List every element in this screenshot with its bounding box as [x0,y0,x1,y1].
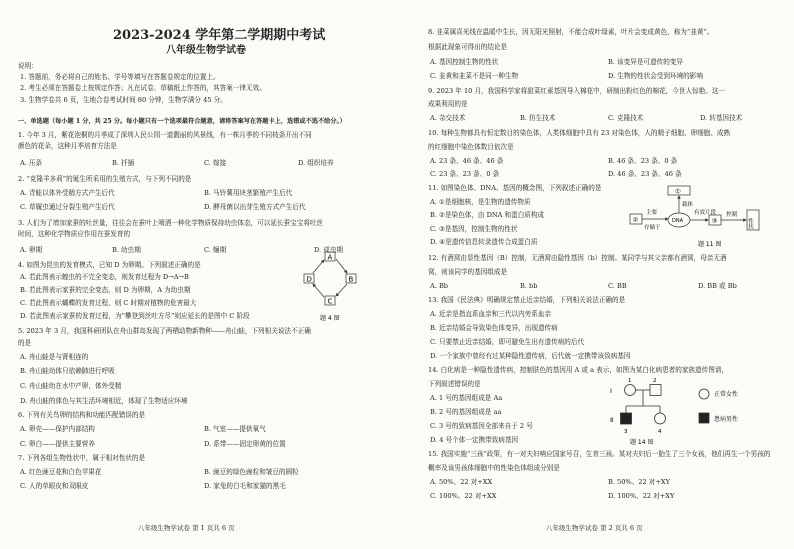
pedigree-female-normal [625,385,636,396]
question-7: 7. 下列各组生物性状中，属于相对性状的是 [18,454,146,462]
generation-label: Ⅱ [610,416,614,424]
option: C. 23 条、23 条、0 条 [430,170,500,178]
question-2: 2. “克隆羊多莉”的诞生所采用的生殖方式，与下列不同的是 [18,175,192,183]
page-footer: 八年级生物学试卷 第 1 页共 6 页 [138,524,235,532]
option: C. 若此图表示蝴蝶的发育过程，则 C 时期对植物的危害最大 [20,299,197,307]
option: A. Bb [430,282,449,290]
option: B. 幼虫期 [112,246,141,254]
option: D. 一个家族中曾经有过某种隐性遗传病，后代就一定携带该致病基因 [430,352,631,360]
question-5: 5. 2023 年 3 月，我国科研团队在舟山群岛发现了两栖动物新物种——舟山蛙，下列相关说法不正确 [18,327,311,335]
option: D. 100%、22 对+XY [608,492,675,500]
option: D. 成虫期 [314,246,344,254]
edge-label: 主要 [646,210,658,216]
option: D. 组织培养 [298,159,334,167]
option: B. 2 号的基因组成是 aa [430,408,502,416]
option: C. 嫁接 [204,159,227,167]
individual-number: 4 [658,429,662,435]
option: D. 酵母菌以出芽生殖方式产生后代 [204,203,306,211]
section-heading: 一、单选题（每小题 1 分，共 25 分。每小题只有一个选项最符合题意，请将答案写在答题卡上，选错或不选不给分。） [18,118,346,125]
figure-caption: 题 11 图 [698,241,722,248]
option: B. 舟山蛙幼体只依赖肺进行呼吸 [20,367,115,375]
node-label: ③ [711,217,718,225]
option: B. 仿生技术 [520,114,556,122]
option: D. 若此图表示家蚕的发育过程，为“攀登到丝吐方尽”则应延长的是图中 C 阶段 [20,312,250,320]
exam-title: 2023-2024 学年第二学期期中考试 [113,28,326,43]
edge-label: 载体 [682,202,694,208]
generation-label: Ⅰ [610,387,612,395]
question-15: 概率及该男孩体细胞中的性染色体组成分别是 [428,464,560,472]
option: D. 4 号个体一定携带致病基因 [430,436,519,444]
stage-label-b: B [348,275,354,284]
option: C. 人的单眼皮和双眼皮 [20,482,89,490]
option: B. 该变异是可遗传的变异 [608,58,683,66]
instructions-heading: 说明： [18,62,38,70]
question-14: 14. 白化病是一种隐性遗传病，控制肤色的基因用 A 或 a 表示，如图为某白化病患者的家族遗传图谱， [428,366,729,374]
option: B. 气室——提供氧气 [204,425,266,433]
edge-label: 有效片段 [694,210,717,216]
pedigree-male-normal [650,385,661,396]
option: B. 若此图表示家蚕的完全变态，则 D 为卵期，A 为幼虫期 [20,286,191,294]
option: B. 豌豆的绿色豌粒和皱豆的圆粒 [204,468,299,476]
question-10: 的红细胞中染色体数目依次是 [428,143,514,151]
question-10: 10. 每种生物都具有恒定数目的染色体，人类体细胞中具有 23 对染色体，人的精子细胞、卵细胞、成熟 [428,129,731,137]
question-12: 12. 有酒窝由显性基因（B）控制，无酒窝由隐性基因（b）控制。某同学与其父亲都有酒窝，母亲无酒 [428,254,727,262]
option: A. 卵壳——保护内部结构 [20,425,95,433]
node-label: ② [632,216,639,224]
option: C. 3 号的致病基因全部来自于 2 号 [430,422,533,430]
option: A. 青蛙以体外受精方式产生后代 [20,189,115,197]
page-footer: 八年级生物学试卷 第 2 页共 6 页 [546,524,643,532]
option: A. 舟山蛙是与肾相连的 [20,353,89,361]
option: A. 近亲是指直系血亲和三代以内旁系血亲 [430,310,552,318]
legend-normal-female-symbol [699,389,709,399]
option: A. ①是细胞核，是生物的遗传物质 [430,198,531,206]
legend-affected-male-symbol [699,413,709,423]
option: D. ④是遗传信息转录遗传合成蛋白质 [430,238,538,246]
pedigree-female-normal [655,413,666,424]
question-5: 的是 [18,339,32,347]
option: B. 马铃薯用块茎繁殖产生后代 [204,189,293,197]
arrow [313,260,324,273]
option: D. 舟山蛙的体色与其生活环境相近，体现了生物适应环境 [20,397,188,405]
figure-11-concept-map [628,184,778,252]
option: C. 蛹期 [204,246,227,254]
arrow [313,284,324,297]
question-4: 4. 如图为昆虫的发育模式，已知 D 为卵期。下列叙述正确的是 [18,261,201,269]
option: D. 生物的性状会受到环境的影响 [608,72,703,80]
figure-4-cycle [300,250,364,324]
option: C. 卵白——提供主要营养 [20,440,95,448]
question-9: 9. 2023 年 10 月，我国科学家将甜菜红素基因导入棉花中，研制出粉红色的棉花，今世人惊艳。这一 [428,87,726,95]
question-6: 6. 下列有关鸟卵的结构和功能匹配错误的是 [18,411,146,419]
instruction-line: 1. 答题前，务必将自己的姓名、学号等填写在答题卷规定的位置上。 [20,73,220,81]
individual-number: 2 [653,378,657,384]
option: A. 压条 [20,159,43,167]
individual-number: 3 [624,429,628,435]
figure-caption: 题 14 图 [630,439,654,446]
stage-label-a: A [327,253,333,262]
exam-page-left [18,0,390,549]
option: A. 若此图表示蝗虫的不完全变态，则发育过程为 D→A→B [20,273,189,281]
option: D. 46 条、23 条、46 条 [608,170,682,178]
option: C. BB [608,282,627,290]
dna-label: DNA [672,218,684,224]
stage-label-d: D [306,275,312,284]
instruction-line: 2. 考生必须在答题卷上按规定作答；凡在试卷、草稿纸上作答的，其答案一律无效。 [20,84,266,92]
option: C. 草履虫通过分裂生殖产生后代 [20,203,115,211]
arrow [336,259,347,273]
individual-number: 1 [628,378,632,384]
question-1: 颜色的花朵，这种月季培育方法是 [18,142,117,150]
question-8: 根据此现象可得出的结论是 [428,43,508,51]
question-8: 8. 韭菜属喜光线在温暖中生长，因无阳光照射，不能合成叶绿素，叶片会变成黄色，称为“韭黄”。 [428,28,714,36]
question-3: 3. 人们为了增加家蚕的吐丝量，往往会在蚕叶上喷洒一种化学物质保持幼虫体态，可以延长蚕宝宝将吐丝 [18,219,324,227]
edge-label: 存储于 [644,225,661,231]
option: A. 基因控制生物的性状 [430,58,499,66]
legend-affected-male: 患病男性 [714,416,739,423]
figure-14-pedigree [608,376,786,448]
option: A. 1 号的基因组成是 Aa [430,394,503,402]
option: C. 韭黄和韭菜不是同一种生物 [430,72,519,80]
option: B. 50%、22 对+XY [608,478,670,486]
question-9: 成果利用的是 [428,100,468,108]
option: A. 红色豌豆花和白色苹果花 [20,468,102,476]
question-3: 时间，这种化学物质应作用在蚕发育的 [18,230,131,238]
question-1: 1. 今年 3 月，紫花泡桐的月季成了深圳人民公园一道靓丽的风景线，有一株月季的不同枝条开出不同 [18,131,312,139]
option: A. 杂交技术 [430,114,466,122]
instruction-line: 3. 生物学卷共 6 页，生地合卷考试时间 80 分钟，生物学满分 45 分。 [20,96,227,104]
stage-label-c: C [327,297,333,306]
pedigree-male-affected [621,413,632,424]
option: D. 家兔的白毛和家猫的黑毛 [204,482,286,490]
option: A. 50%、22 对+XX [430,478,493,486]
question-11: 11. 如图染色体、DNA、基因的概念图，下列叙述正确的是 [428,184,602,192]
option: B. bb [520,282,538,290]
arrow [336,284,347,296]
exam-subtitle: 八年级生物学试卷 [166,45,246,56]
option: C. 100%、22 对+XX [430,492,497,500]
option: C. ③是基因，控制生物的性状 [430,225,518,233]
option: C. 舟山蛙幼在水中产卵，体外受精 [20,382,122,390]
option: B. 46 条、23 条、0 条 [608,157,678,165]
node-label: ① [675,187,681,196]
question-13: 13. 我国《民法典》明确规定禁止近亲结婚，下列相关说法正确的是 [428,296,626,304]
question-15: 15. 我国实施“三孩”政策，有一对夫妇响应国家号召，生育三孩。某对夫妇后一胎生了三个女孩，他们再生一个男孩的 [428,450,771,458]
node-label: 性状 [747,218,753,229]
option: D. 系带——固定卵黄的位置 [204,440,286,448]
figure-caption: 题 4 图 [320,315,340,322]
option: B. 近亲结婚会导致染色体变异，出现遗传病 [430,324,558,332]
edge-label: 控制 [726,212,738,218]
option: D. 转基因技术 [700,114,743,122]
question-14: 下列叙述错误的是 [428,380,481,388]
legend-normal-female: 正常女性 [714,391,739,398]
option: A. 卵期 [20,246,43,254]
option: C. 只要禁止近亲结婚，即可避免生出有遗传病的后代 [430,338,585,346]
question-12: 窝，则该同学的基因组成是 [428,268,508,276]
option: D. BB 或 Bb [698,282,737,290]
option: C. 克隆技术 [608,114,644,122]
option: A. 23 条、46 条、46 条 [430,157,504,165]
option: B. 扦插 [112,159,135,167]
exam-page-right [428,0,788,549]
option: B. ②是染色体，由 DNA 和蛋白质构成 [430,211,545,219]
